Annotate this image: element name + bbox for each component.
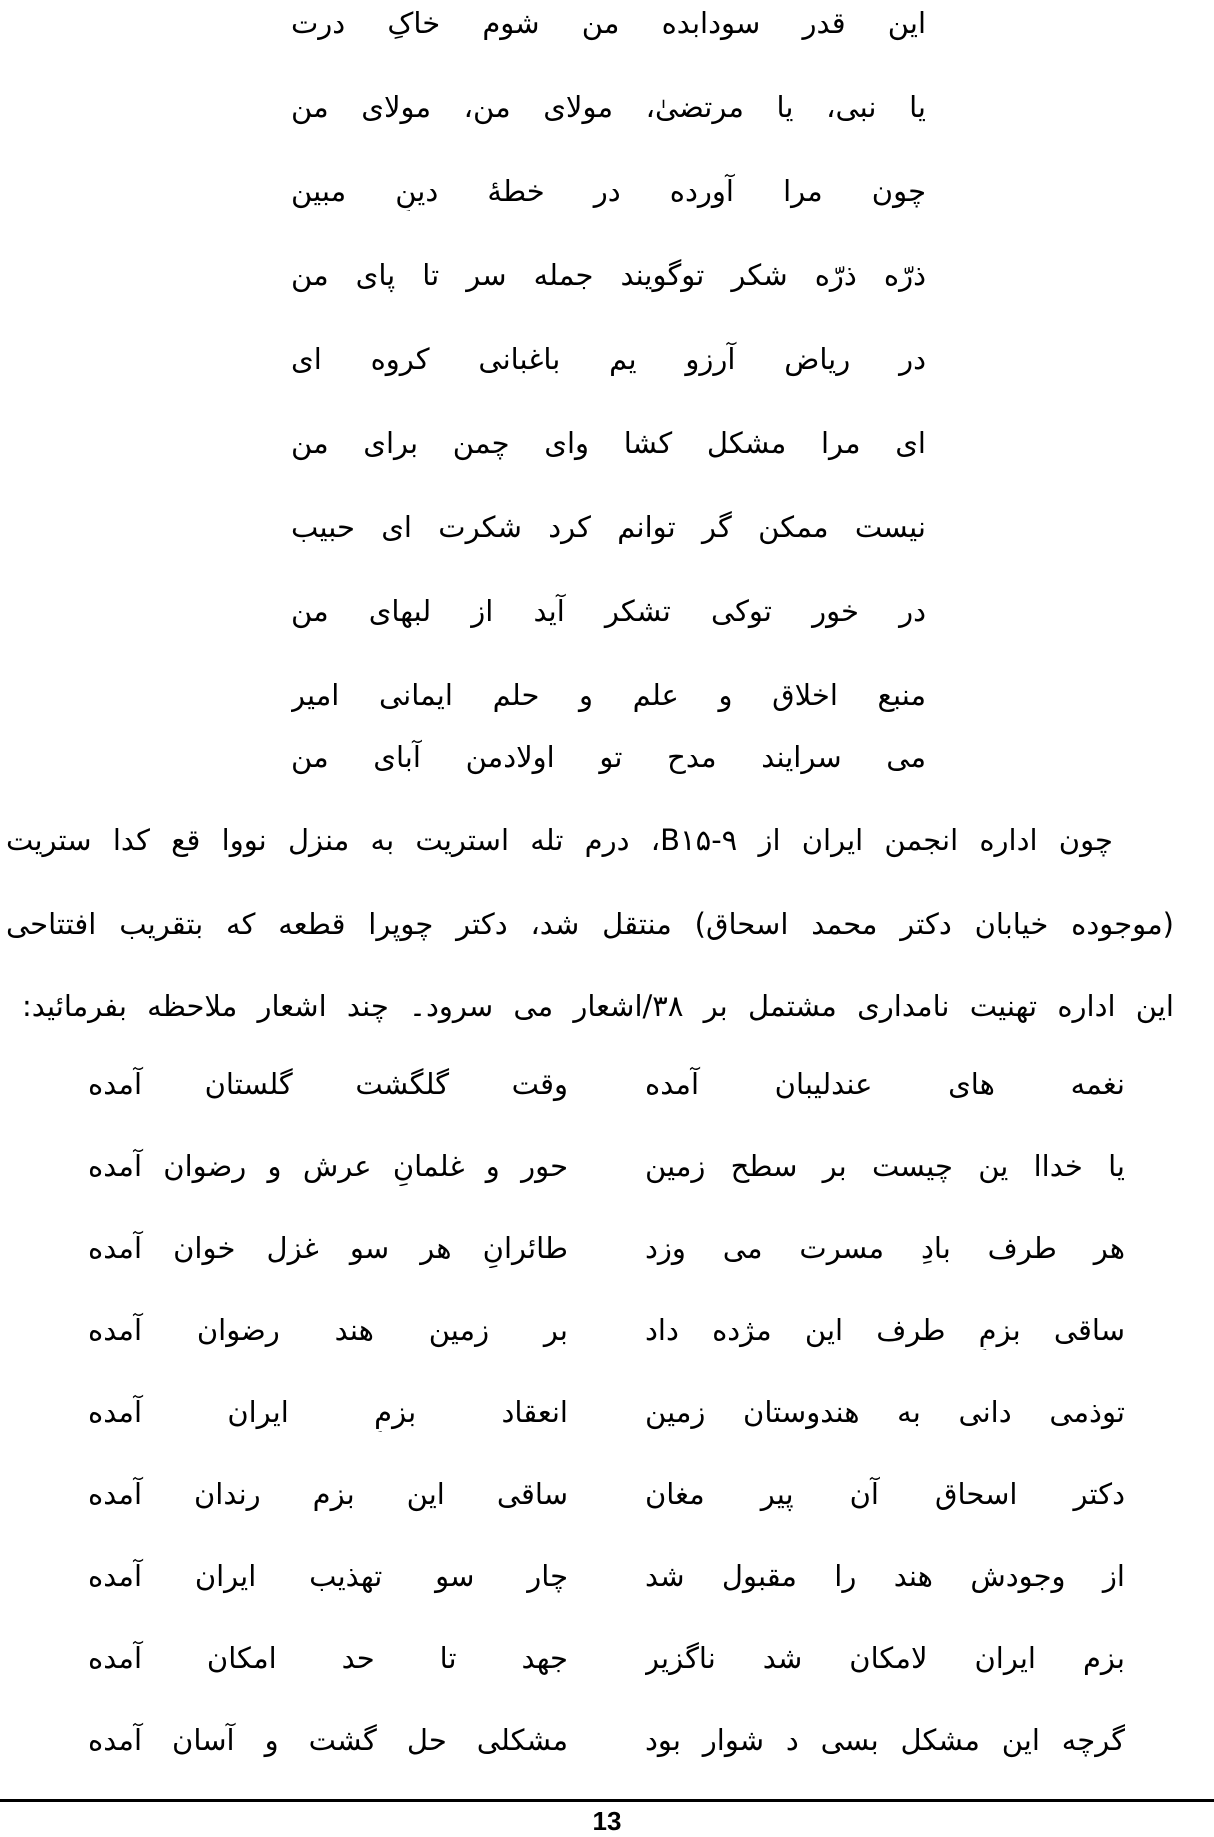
couplet-second-hemistich: بر زمین هند رضوان آمده [88,1313,568,1347]
couplet-first-hemistich: بزم ایران لامکان شد ناگزیر [645,1641,1125,1675]
couplet-second-hemistich: جهد تا حد امکان آمده [88,1641,568,1675]
couplet-first-hemistich: هر طرف بادِ مسرت می وزد [645,1231,1125,1265]
poem-line: در ریاضِ آرزو یم باغبانی کروه ای [291,342,926,376]
couplet-first-hemistich: دکتر اسحاق آن پیر مغان [645,1477,1125,1511]
couplet-second-hemistich: حور و غلمانِ عرش و رضوان آمده [88,1149,568,1183]
prose-line: چون اداره انجمن ایران از B۱۵-۹، درم تله استریت به منزل نووا قع کدا ستریت [6,823,1113,857]
couplet-first-hemistich: یا خداا ین چیست بر سطح زمین [645,1149,1125,1183]
couplet-second-hemistich: انعقاد بزمِ ایران آمده [88,1395,568,1429]
couplet-second-hemistich: ساقی این بزم رندان آمده [88,1477,568,1511]
poem-line: این قدر سودابده من شوم خاکِ درت [291,6,926,40]
couplet-first-hemistich: نغمه های عندلیبان آمده [645,1067,1125,1101]
footer-rule [0,1799,1214,1802]
poem-line: نیست ممکن گر توانم کرد شکرت ای حبیب [291,510,926,544]
poem-line: منبع اخلاق و علم و حلم ایمانی امیر [291,678,926,712]
prose-line: این اداره تهنیت نامداری مشتمل بر ۳۸/اشعار می سرود۔ چند اشعار ملاحظه بفرمائید: [22,989,1174,1023]
poem-line: ذرّه ذرّه شکر توگویند جمله سر تا پای من [291,258,926,292]
poem-line: یا نبی، یا مرتضیٰ، مولای من، مولای من [291,90,926,124]
poem-line: می سرایند مدح تو اولادمن آبای من [291,740,926,774]
couplet-first-hemistich: گرچه این مشکل بسی د شوار بود [645,1723,1125,1757]
poem-line: ای مرا مشکل کشا وای چمن برای من [291,426,926,460]
page-number: 13 [592,1806,622,1836]
couplet-first-hemistich: ساقی بزمِ طرف این مژده داد [645,1313,1125,1347]
couplet-second-hemistich: مشکلی حل گشت و آسان آمده [88,1723,568,1757]
couplet-second-hemistich: طائرانِ هر سو غزل خوان آمده [88,1231,568,1265]
couplet-first-hemistich: از وجودش هند را مقبول شد [645,1559,1125,1593]
prose-line: (موجوده خیابان دکتر محمد اسحاق) منتقل شد، دکتر چوپرا قطعه که بتقریب افتتاحی [6,907,1174,941]
poem-line: چون مرا آورده در خطهٔ دینِ مبین [291,174,926,208]
couplet-second-hemistich: چار سو تهذیب ایران آمده [88,1559,568,1593]
couplet-first-hemistich: توذمی دانی به هندوستان زمین [645,1395,1125,1429]
poem-line: در خور توکی تشکر آید از لبهای من [291,594,926,628]
couplet-second-hemistich: وقت گلگشت گلستان آمده [88,1067,568,1101]
